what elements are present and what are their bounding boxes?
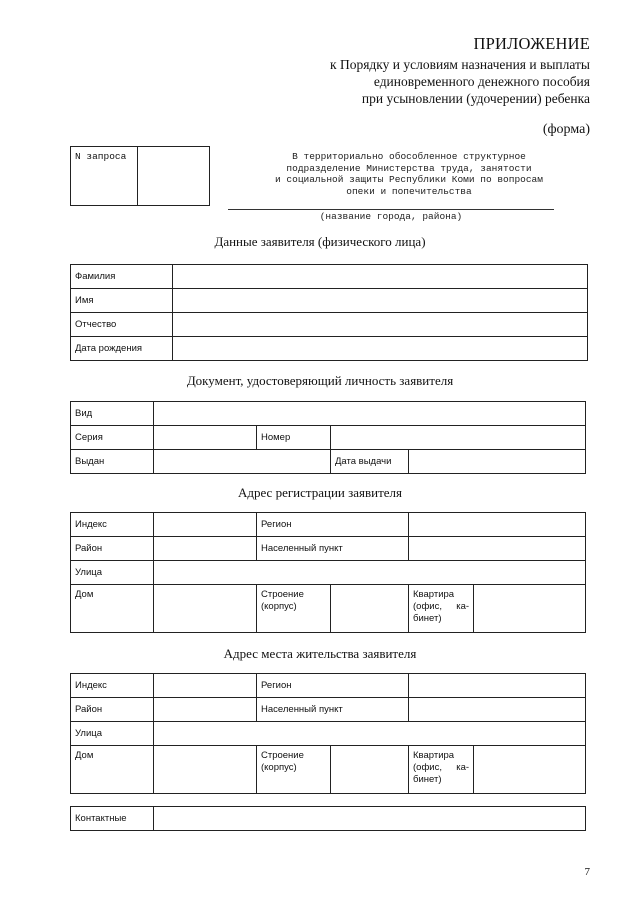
contacts-label: Контактные xyxy=(71,807,154,831)
appendix-title: ПРИЛОЖЕНИЕ xyxy=(473,34,590,53)
reg-district-field[interactable] xyxy=(154,537,257,561)
recipient-line: опеки и попечительства xyxy=(346,185,472,197)
residence-address-table xyxy=(70,673,586,794)
birthdate-label: Дата рождения xyxy=(71,337,173,361)
reg-index-field[interactable] xyxy=(154,513,257,537)
recipient-line: В территориально обособленное структурное xyxy=(292,151,526,162)
applicant-section-title: Данные заявителя (физического лица) xyxy=(214,234,426,249)
reg-building-line: Строение xyxy=(261,589,304,600)
res-house-field[interactable] xyxy=(154,746,257,794)
doc-issued-by-field[interactable] xyxy=(154,450,331,474)
doc-number-field[interactable] xyxy=(331,426,586,450)
res-street-field[interactable] xyxy=(154,722,586,746)
reg-locality-field[interactable] xyxy=(409,537,586,561)
subtitle-line: единовременного денежного пособия xyxy=(373,74,590,89)
registration-section-title: Адрес регистрации заявителя xyxy=(237,485,403,500)
subtitle-line: при усыновлении (удочерении) ребенка xyxy=(361,91,590,106)
res-house-label: Дом xyxy=(71,746,154,794)
reg-apartment-field[interactable] xyxy=(474,585,586,633)
reg-street-field[interactable] xyxy=(154,561,586,585)
reg-apartment-word: (офис, xyxy=(413,601,442,612)
res-locality-label: Населенный пункт xyxy=(257,698,409,722)
res-building-label xyxy=(257,746,331,794)
reg-apartment-line: Квартира xyxy=(413,589,455,600)
reg-locality-label: Населенный пункт xyxy=(257,537,409,561)
res-district-field[interactable] xyxy=(154,698,257,722)
res-apartment-label xyxy=(409,746,474,794)
city-underline[interactable] xyxy=(228,209,554,210)
doc-issue-date-field[interactable] xyxy=(409,450,586,474)
res-index-field[interactable] xyxy=(154,674,257,698)
reg-district-label: Район xyxy=(71,537,154,561)
res-apartment-field[interactable] xyxy=(474,746,586,794)
reg-region-field[interactable] xyxy=(409,513,586,537)
doc-issue-date-label: Дата выдачи xyxy=(331,450,409,474)
birthdate-field[interactable] xyxy=(173,337,588,361)
recipient-block xyxy=(228,151,590,197)
id-document-section-title: Документ, удостоверяющий личность заявителя xyxy=(186,373,454,388)
name-field[interactable] xyxy=(173,289,588,313)
reg-street-label: Улица xyxy=(71,561,154,585)
patronymic-field[interactable] xyxy=(173,313,588,337)
recipient-line: подразделение Министерства труда, занятости xyxy=(286,162,532,174)
res-apartment-line: Квартира xyxy=(413,750,455,761)
residence-section-title: Адрес места жительства заявителя xyxy=(223,646,417,661)
reg-apartment-line: бинет) xyxy=(413,613,442,624)
res-street-label: Улица xyxy=(71,722,154,746)
page-number: 7 xyxy=(584,866,590,878)
registration-address-table xyxy=(70,512,586,633)
doc-series-field[interactable] xyxy=(154,426,257,450)
request-number-label: N запроса xyxy=(71,147,138,206)
res-region-field[interactable] xyxy=(409,674,586,698)
patronymic-label: Отчество xyxy=(71,313,173,337)
id-document-table xyxy=(70,401,586,474)
reg-apartment-word: ка- xyxy=(456,601,470,612)
reg-apartment-label xyxy=(409,585,474,633)
reg-region-label: Регион xyxy=(257,513,409,537)
res-building-line: (корпус) xyxy=(261,762,297,773)
res-locality-field[interactable] xyxy=(409,698,586,722)
reg-building-label xyxy=(257,585,331,633)
recipient-line: и социальной защиты Республики Коми по вопросам xyxy=(275,174,543,185)
applicant-table xyxy=(70,264,588,361)
res-apartment-line xyxy=(413,762,469,774)
res-apartment-word: (офис, xyxy=(413,762,442,773)
res-building-line: Строение xyxy=(261,750,304,761)
res-apartment-word: ка- xyxy=(456,762,470,773)
doc-issued-by-label: Выдан xyxy=(71,450,154,474)
res-district-label: Район xyxy=(71,698,154,722)
appendix-subtitle xyxy=(330,56,590,107)
doc-type-field[interactable] xyxy=(154,402,586,426)
surname-label: Фамилия xyxy=(71,265,173,289)
request-number-field[interactable] xyxy=(138,147,210,206)
subtitle-line: к Порядку и условиям назначения и выплаты xyxy=(330,57,590,72)
reg-building-field[interactable] xyxy=(331,585,409,633)
res-apartment-line: бинет) xyxy=(413,774,442,785)
res-building-field[interactable] xyxy=(331,746,409,794)
reg-index-label: Индекс xyxy=(71,513,154,537)
res-index-label: Индекс xyxy=(71,674,154,698)
doc-type-label: Вид xyxy=(71,402,154,426)
contacts-field[interactable] xyxy=(154,807,586,831)
request-number-box xyxy=(70,146,210,206)
reg-apartment-line xyxy=(413,601,469,613)
surname-field[interactable] xyxy=(173,265,588,289)
reg-building-line: (корпус) xyxy=(261,601,297,612)
form-note: (форма) xyxy=(542,122,590,137)
doc-series-label: Серия xyxy=(71,426,154,450)
reg-house-field[interactable] xyxy=(154,585,257,633)
res-region-label: Регион xyxy=(257,674,409,698)
city-caption: (название города, района) xyxy=(319,211,463,222)
doc-number-label: Номер xyxy=(257,426,331,450)
reg-house-label: Дом xyxy=(71,585,154,633)
name-label: Имя xyxy=(71,289,173,313)
contacts-table xyxy=(70,806,586,831)
